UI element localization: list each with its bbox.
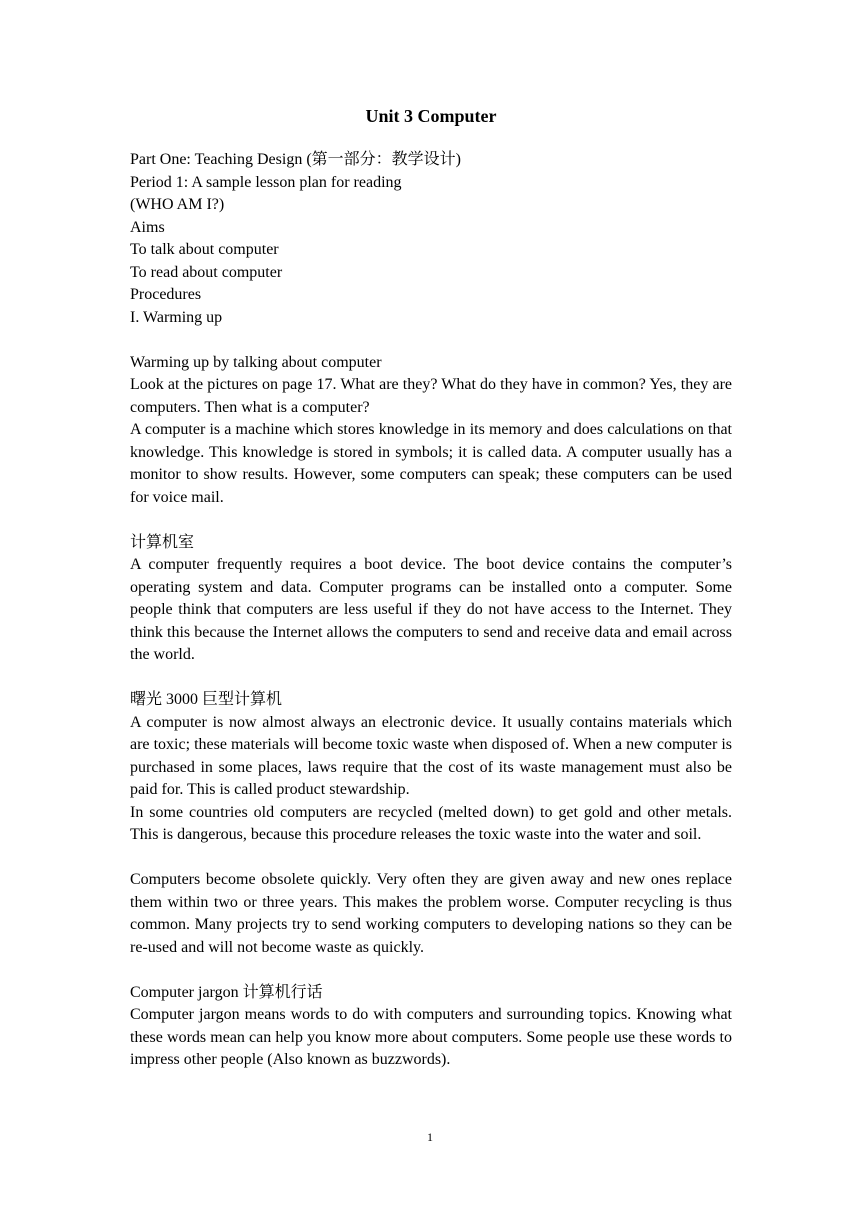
section-heading: Warming up by talking about computer: [130, 353, 382, 371]
spacer: [130, 847, 732, 870]
aim-item: To read about computer: [130, 263, 283, 281]
aims-heading: Aims: [130, 218, 165, 236]
paragraph: Look at the pictures on page 17. What are they? What do they have in common? Yes, they are computers. Then what is a computer?: [130, 376, 732, 416]
paragraph: A computer frequently requires a boot device. The boot device contains the computer’s operating system and data. Computer programs can be installed onto a computer. Some people think that computers are less useful if they do not have access to the Internet. They think this because the Internet allows the computers to send and receive data and email across the world.: [130, 556, 732, 663]
aim-item: To talk about computer: [130, 241, 279, 258]
paragraph: A computer is now almost always an electronic device. It usually contains materials which are toxic; these materials will become toxic waste when disposed of. When a new computer is purchased in some places, laws require that the cost of its waste management must also be paid for. This is called product stewardship.: [130, 713, 732, 798]
document-page: [130, 104, 732, 1072]
lesson-subtitle: (WHO AM I?): [130, 196, 225, 213]
paragraph: Computers become obsolete quickly. Very often they are given away and new ones replace them within two or three years. This makes the problem worse. Computer recycling is thus common. Many projects try to send working computers to developing nations so they can be re-used and will not become waste as quickly.: [130, 871, 732, 956]
section-heading: 计算机室: [130, 533, 195, 551]
spacer: [130, 509, 732, 532]
spacer: [130, 959, 732, 982]
spacer: [130, 667, 732, 690]
spacer: [130, 329, 732, 352]
section-heading: 曙光 3000 巨型计算机: [130, 691, 283, 708]
warming-up-heading: I. Warming up: [130, 308, 223, 326]
paragraph: A computer is a machine which stores knowledge in its memory and does calculations on that knowledge. This knowledge is stored in symbols; it is called data. A computer usually has a monitor to show results. However, some computers can speak; these computers can be used for voice mail.: [130, 421, 732, 506]
part-heading: Part One: Teaching Design (第一部分：教学设计): [130, 151, 461, 168]
document-title: Unit 3 Computer: [365, 106, 497, 126]
paragraph: Computer jargon means words to do with computers and surrounding topics. Knowing what these words mean can help you know more about computers. Some people use these words to impress other people (Also known as buzzwords).: [130, 1006, 732, 1068]
section-heading: Computer jargon 计算机行话: [130, 983, 323, 1001]
paragraph: In some countries old computers are recycled (melted down) to get gold and other metals. This is dangerous, because this procedure releases the toxic waste into the water and soil.: [130, 803, 732, 843]
page-number: 1: [427, 1130, 433, 1144]
period-heading: Period 1: A sample lesson plan for reading: [130, 173, 402, 191]
procedures-heading: Procedures: [130, 286, 202, 303]
